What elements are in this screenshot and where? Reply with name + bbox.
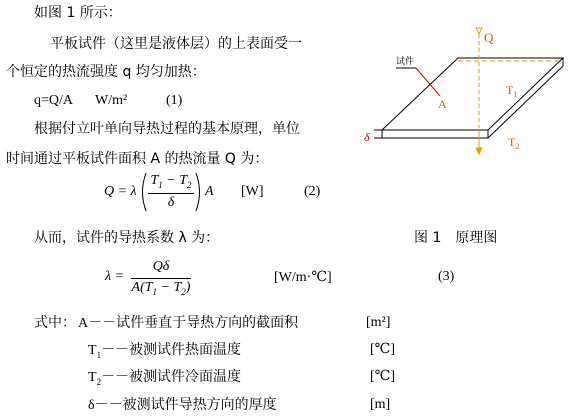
t1-label: $T_1$	[506, 83, 518, 99]
delta-label: δ	[364, 130, 370, 144]
slab-right-bottom-edge	[488, 66, 563, 138]
paragraph-2-line-2: 时间通过平板试件面积 A 的热流量 Q 为：	[6, 151, 269, 167]
where-item-delta-unit: [m]	[370, 397, 391, 412]
equation-3-denominator: $A(T_1 - T_2)$	[131, 280, 191, 297]
where-item-a: A－－试件垂直于导热方向的截面积	[78, 315, 299, 331]
t2-label: $T_2$	[508, 135, 520, 151]
equation-1-unit: W/m²	[95, 93, 128, 108]
where-label: 式中：	[34, 315, 76, 331]
figure-caption: 图 1 原理图	[414, 230, 498, 246]
slab-top-face	[382, 58, 563, 130]
paragraph-1-line-2: 个恒定的热流强度 q 均匀加热：	[6, 64, 206, 80]
paragraph-2-line-1: 根据付立叶单向导热过程的基本原理，单位	[34, 121, 300, 137]
area-a-label: A	[438, 97, 447, 111]
equation-2-paren-right	[194, 172, 204, 212]
equation-1: q=Q/A	[34, 93, 74, 108]
equation-2-unit: [W]	[241, 184, 264, 199]
equation-2-fraction-bar	[148, 193, 194, 194]
equation-2-number: (2)	[304, 184, 321, 199]
q-label: Q	[484, 30, 494, 45]
equation-2-tail: A	[205, 184, 214, 199]
equation-3-numerator: Qδ	[152, 259, 170, 274]
where-item-t1-unit: [℃]	[370, 342, 395, 357]
equation-3-unit: [W/m·℃]	[274, 270, 332, 285]
paragraph-3: 从而，试件的导热系数 λ 为：	[34, 230, 220, 246]
flux-exit-arrowhead	[476, 148, 482, 154]
where-item-t2-unit: [℃]	[370, 369, 395, 384]
equation-3-fraction-bar	[131, 278, 191, 279]
where-item-t1: $T_1--$被测试件热面温度	[88, 342, 242, 360]
paragraph-1-line-1: 平板试件（这里是液体层）的上表面受一	[50, 36, 302, 52]
equation-1-number: (1)	[166, 93, 183, 108]
equation-2-lhs: Q = λ	[104, 184, 137, 199]
intro-text: 如图 1 所示：	[34, 5, 122, 21]
principle-diagram	[364, 28, 578, 198]
equation-2-numerator: $T_1 - T_2$	[150, 173, 192, 190]
equation-2-denominator: δ	[167, 195, 175, 210]
where-item-delta: δ－－被测试件导热方向的厚度	[88, 397, 277, 413]
heat-flux-arrowhead	[476, 28, 482, 34]
where-item-t2: $T_2--$被测试件冷面温度	[88, 369, 242, 387]
where-item-a-unit: [m²]	[366, 315, 391, 330]
specimen-label: 试件	[396, 57, 415, 67]
equation-3-number: (3)	[438, 269, 455, 284]
specimen-leader	[416, 68, 440, 96]
equation-3-lhs: λ =	[105, 269, 125, 284]
